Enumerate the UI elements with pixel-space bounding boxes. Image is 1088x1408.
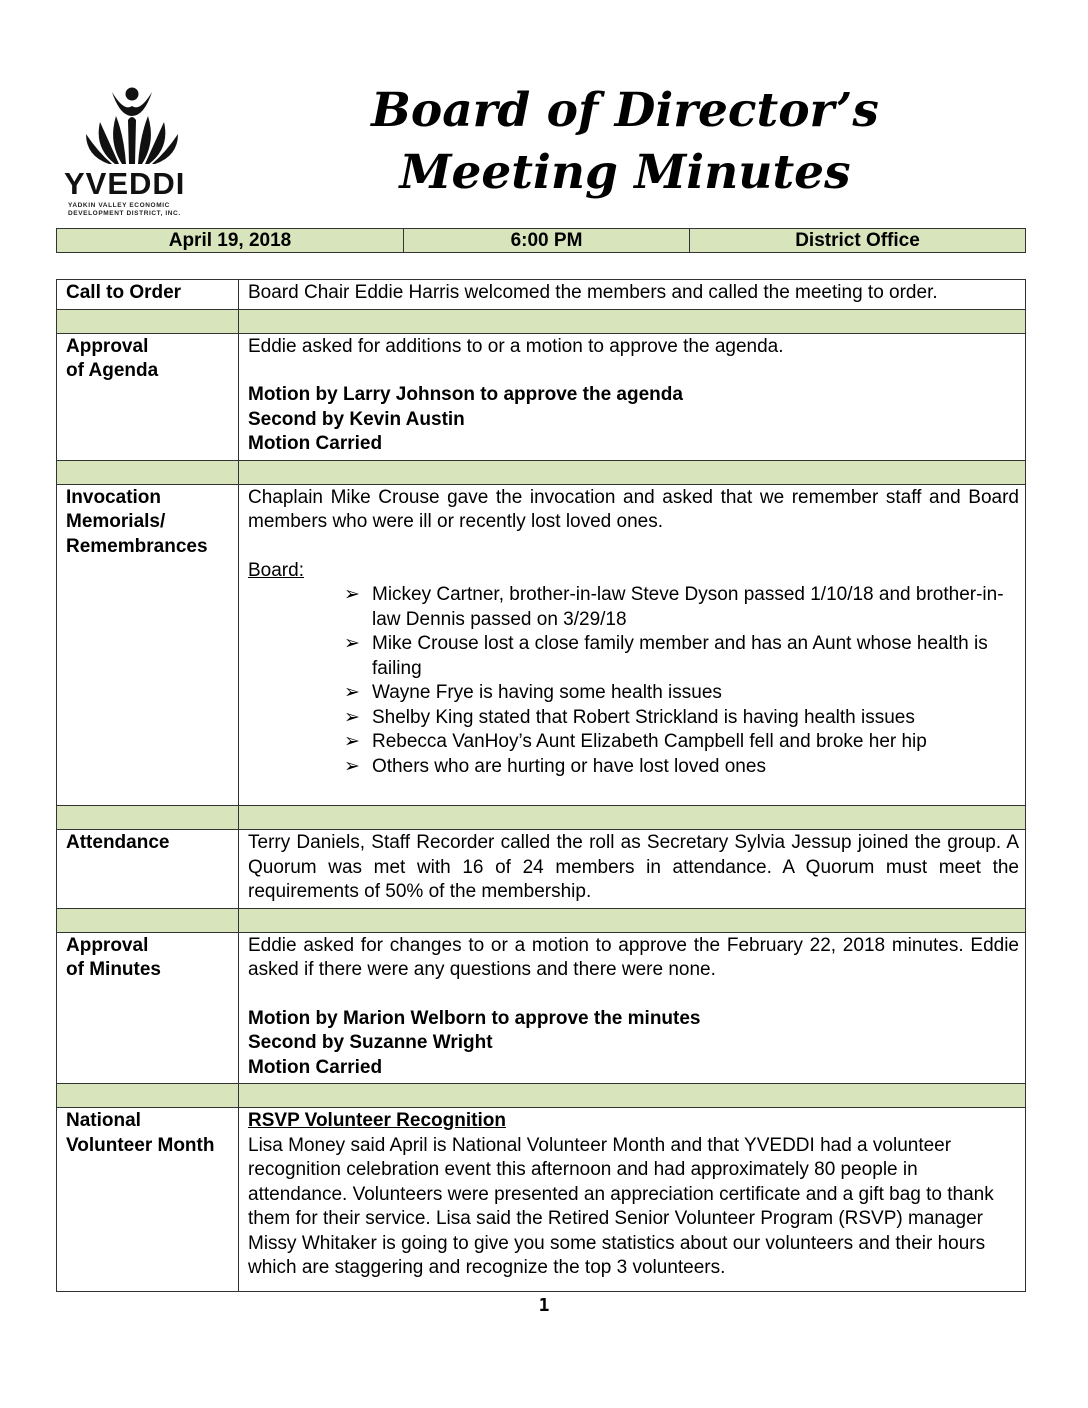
meeting-location: District Office <box>690 229 1026 253</box>
section-content: Terry Daniels, Staff Recorder called the roll as Secretary Sylvia Jessup joined the group. A Quorum was met with 16 of 24 members in attendance. A Quorum must meet the requirements of 50% of the membership. <box>239 830 1026 909</box>
arrow-bullet-icon: ➢ <box>344 682 360 703</box>
yveddi-logo <box>62 86 202 216</box>
separator-row <box>57 1084 1026 1108</box>
page-number: 1 <box>538 1295 550 1316</box>
arrow-bullet-icon: ➢ <box>344 584 360 605</box>
volunteer-text: Lisa Money said April is National Volunteer Month and that YVEDDI had a volunteer recognition celebration event this afternoon and had approximately 80 people in attendance. Volunteers were presented an appreciation certificate and a gift bag to thank them for their service. Lisa said the Retired Senior Volunteer Program (RSVP) manager Missy Whitaker is going to give you some statistics about our volunteers and their hours which are staggering and recognize the top 3 volunteers. <box>248 1134 994 1278</box>
section-label: Approval of Minutes <box>57 932 239 1084</box>
invocation-row <box>57 484 1026 806</box>
list-item: ➢ Mickey Cartner, brother-in-law Steve Dyson passed 1/10/18 and brother-in-law Dennis passed on 3/29/18 <box>344 584 1004 630</box>
yveddi-figure-icon <box>82 86 182 168</box>
motion-line: Motion by Marion Welborn to approve the minutes <box>248 1007 701 1029</box>
logo-name: YVEDDI <box>64 166 186 201</box>
section-content <box>239 484 1026 806</box>
section-content <box>239 1108 1026 1292</box>
motion-line: Motion by Larry Johnson to approve the agenda <box>248 384 683 405</box>
agenda-text: Eddie asked for additions to or a motion to approve the agenda. <box>248 335 784 357</box>
approval-of-minutes-row <box>57 932 1026 1084</box>
arrow-bullet-icon: ➢ <box>344 731 360 752</box>
list-item: ➢ Wayne Frye is having some health issues <box>344 681 1019 706</box>
list-item: ➢ Mike Crouse lost a close family member and has an Aunt whose health is failing <box>344 633 988 679</box>
volunteer-heading: RSVP Volunteer Recognition <box>248 1110 506 1131</box>
remembrance-list <box>248 583 1019 779</box>
carried-line: Motion Carried <box>248 1056 383 1078</box>
second-line: Second by Suzanne Wright <box>248 1032 493 1053</box>
title-line: Meeting Minutes <box>399 145 851 200</box>
page-title <box>300 80 950 204</box>
list-item: ➢ Shelby King stated that Robert Strickland is having health issues <box>344 706 1019 731</box>
arrow-bullet-icon: ➢ <box>344 706 360 728</box>
approval-of-agenda-row <box>57 333 1026 460</box>
separator-row <box>57 806 1026 830</box>
second-line: Second by Kevin Austin <box>248 408 465 430</box>
separator-row <box>57 460 1026 484</box>
list-item: ➢ Rebecca VanHoy’s Aunt Elizabeth Campbell fell and broke her hip <box>344 730 1019 755</box>
section-label: Attendance <box>57 830 239 909</box>
section-label: Approval of Agenda <box>57 333 239 460</box>
section-label: Call to Order <box>57 280 239 310</box>
meeting-time: 6:00 PM <box>404 229 690 253</box>
arrow-bullet-icon: ➢ <box>344 755 360 777</box>
section-label: Invocation Memorials/ Remembrances <box>57 484 239 806</box>
attendance-row <box>57 830 1026 909</box>
arrow-bullet-icon: ➢ <box>344 633 360 654</box>
meeting-date: April 19, 2018 <box>57 229 404 253</box>
list-item: ➢ Others who are hurting or have lost loved ones <box>344 755 1019 780</box>
carried-line: Motion Carried <box>248 433 383 454</box>
national-volunteer-month-row <box>57 1108 1026 1292</box>
section-label: National Volunteer Month <box>57 1108 239 1292</box>
separator-row <box>57 908 1026 932</box>
board-heading: Board: <box>248 559 304 581</box>
title-line: Board of Director’s <box>371 83 879 138</box>
call-to-order-row <box>57 280 1026 310</box>
logo-subtitle: YADKIN VALLEY ECONOMIC DEVELOPMENT DISTRICT, INC. <box>68 202 181 217</box>
meeting-info-bar <box>56 228 1026 253</box>
minutes-table <box>56 279 1026 1292</box>
section-content <box>239 932 1026 1084</box>
separator-row <box>57 309 1026 333</box>
section-content: Board Chair Eddie Harris welcomed the members and called the meeting to order. <box>239 280 1026 310</box>
minutes-text: Eddie asked for changes to or a motion to approve the February 22, 2018 minutes. Eddie asked if there were any questions and there were none. <box>248 934 1019 980</box>
section-content <box>239 333 1026 460</box>
invocation-text: Chaplain Mike Crouse gave the invocation and asked that we remember staff and Board members who were ill or recently lost loved ones. <box>248 486 1019 532</box>
